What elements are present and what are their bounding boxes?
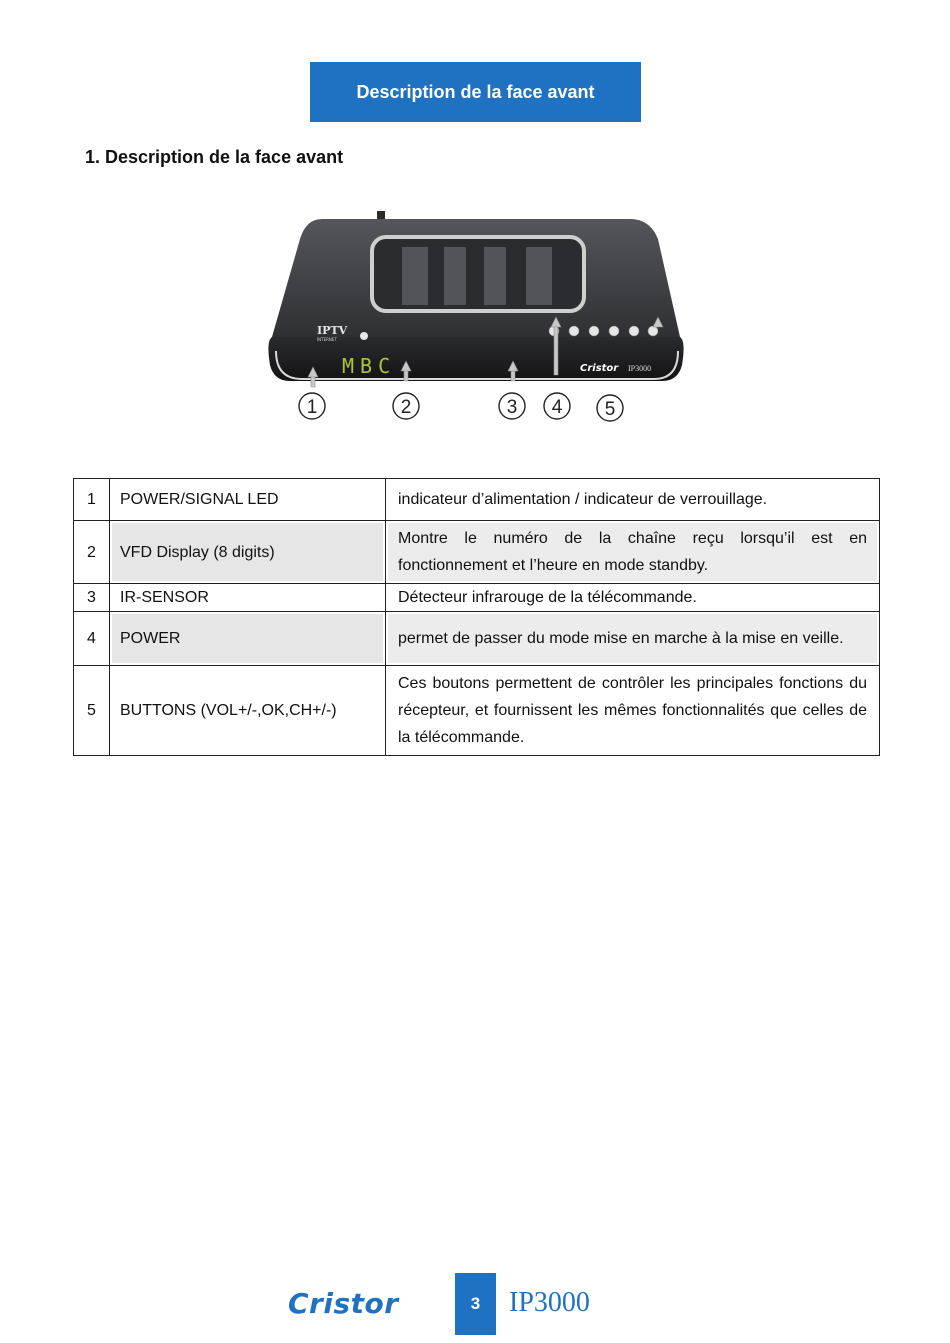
banner-title: Description de la face avant [356,81,595,102]
footer-brand-text: Cristor [288,1287,399,1320]
table-row [74,521,880,584]
section-heading: 1. Description de la face avant [85,147,344,167]
front-panel-spec-table [73,478,880,756]
callout-3: 3 [506,397,518,418]
table-row [74,666,880,756]
satellite-icon [360,332,368,340]
table-row [74,584,880,612]
row-number: 3 [74,584,110,612]
footer-model: IP3000 [509,1287,590,1318]
front-model: IP3000 [628,364,652,373]
callout-5: 5 [604,399,616,420]
row-number: 2 [74,521,110,584]
front-brand: Cristor [580,363,619,374]
table-row [74,612,880,666]
row-number: 5 [74,666,110,756]
iptv-logo-sub: INTERNET [317,337,337,342]
row-description: Détecteur infrarouge de la télécommande. [386,584,880,612]
row-description: Ces boutons permettent de contrôler les principales fonctions du récepteur, et fournissent les mêmes fonctionnalités que celles de la télécommande. [386,666,880,756]
row-name: IR-SENSOR [110,584,386,612]
row-description: Montre le numéro de la chaîne reçu lorsqu’il est en fonctionnement et l’heure en mode standby. [386,521,880,584]
row-name: BUTTONS (VOL+/-,OK,CH+/-) [110,666,386,756]
page-footer [288,1273,618,1335]
row-number: 1 [74,479,110,521]
row-description: permet de passer du mode mise en marche à la mise en veille. [386,612,880,666]
callout-1: 1 [306,397,318,418]
section-banner [310,62,641,122]
row-number: 4 [74,612,110,666]
row-name: POWER [110,612,386,666]
row-name: VFD Display (8 digits) [110,521,386,584]
footer-brand-logo [288,1287,399,1320]
row-name: POWER/SIGNAL LED [110,479,386,521]
device-front-panel-illustration [262,205,692,430]
table-row [74,479,880,521]
page-number: 3 [455,1273,496,1335]
vfd-display-text: MBC [342,354,397,378]
callout-4: 4 [551,397,563,418]
iptv-logo: IPTV [317,324,348,337]
callout-2: 2 [400,397,412,418]
row-description: indicateur d’alimentation / indicateur de verrouillage. [386,479,880,521]
